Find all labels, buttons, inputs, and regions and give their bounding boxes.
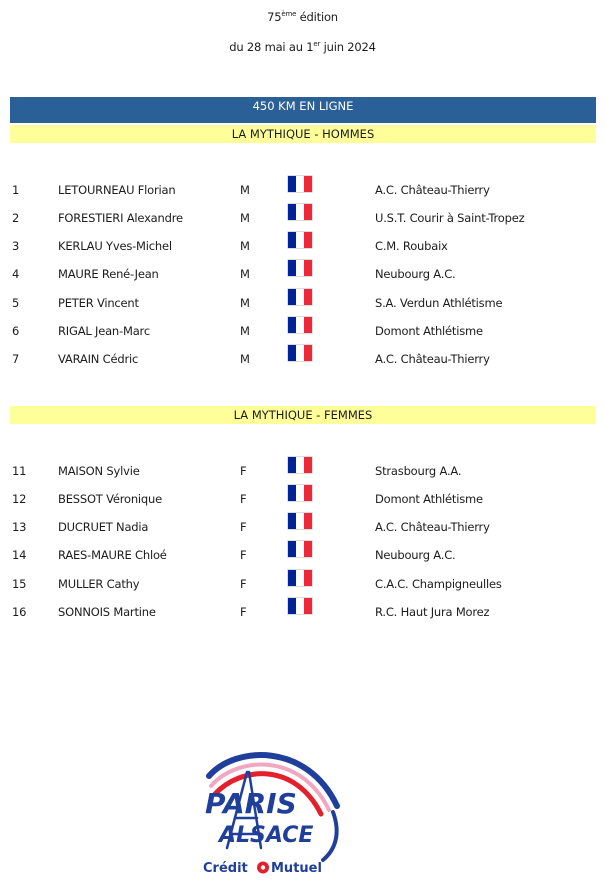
entry-sex: F [240, 576, 247, 591]
entry-name: KERLAU Yves-Michel [58, 239, 172, 254]
flag-france-icon [288, 485, 312, 501]
entry-club: A.C. Château-Thierry [375, 183, 490, 197]
entry-name: SONNOIS Martine [58, 604, 156, 619]
flag-france-icon [288, 570, 312, 586]
list-item [0, 345, 605, 373]
entry-number: 11 [12, 464, 27, 478]
entry-club: C.A.C. Champigneulles [375, 576, 502, 591]
flag-france-icon [288, 457, 312, 473]
race-title-banner: 450 KM EN LIGNE [10, 97, 596, 123]
entry-name: MAURE René-Jean [58, 267, 159, 282]
list-item [0, 485, 605, 513]
entry-sex: M [240, 323, 250, 338]
list-item [0, 457, 605, 485]
entry-club: Strasbourg A.A. [375, 464, 462, 478]
entry-sex: F [240, 604, 247, 619]
list-item [0, 260, 605, 288]
list-item [0, 570, 605, 598]
entry-sex: F [240, 520, 247, 535]
logo-line1: PARIS [205, 787, 297, 820]
entry-number: 12 [12, 492, 27, 507]
entry-sex: M [240, 351, 250, 366]
list-item [0, 204, 605, 232]
entry-sex: M [240, 183, 250, 197]
entry-name: FORESTIERI Alexandre [58, 211, 183, 226]
entry-number: 2 [12, 211, 20, 226]
entry-sex: M [240, 267, 250, 282]
edition-number: 75 [267, 10, 282, 24]
entry-club: C.M. Roubaix [375, 239, 448, 254]
entry-club: U.S.T. Courir à Saint-Tropez [375, 211, 525, 226]
flag-france-icon [288, 541, 312, 557]
dates-suffix: juin 2024 [323, 40, 376, 54]
list-item [0, 541, 605, 569]
entry-number: 7 [12, 351, 20, 366]
entry-name: MULLER Cathy [58, 576, 140, 591]
entry-name: BESSOT Véronique [58, 492, 162, 507]
list-item [0, 598, 605, 626]
list-item [0, 317, 605, 345]
flag-france-icon [288, 204, 312, 220]
flag-france-icon [288, 176, 312, 192]
entry-club: A.C. Château-Thierry [375, 520, 490, 535]
entry-club: Neubourg A.C. [375, 548, 456, 563]
section-title-femmes: LA MYTHIQUE - FEMMES [10, 406, 596, 424]
list-item [0, 513, 605, 541]
entry-sex: M [240, 295, 250, 310]
entry-number: 14 [12, 548, 27, 563]
entry-club: Domont Athlétisme [375, 323, 483, 338]
flag-france-icon [288, 260, 312, 276]
list-item [0, 289, 605, 317]
edition-word: édition [299, 10, 338, 24]
logo-sponsor-left: Crédit [203, 861, 248, 876]
flag-france-icon [288, 345, 312, 361]
entry-sex: F [240, 464, 247, 478]
flag-france-icon [288, 513, 312, 529]
edition-line [0, 10, 605, 24]
entry-club: S.A. Verdun Athlétisme [375, 295, 503, 310]
entry-number: 15 [12, 576, 27, 591]
entry-sex: M [240, 239, 250, 254]
entry-number: 3 [12, 239, 20, 254]
flag-france-icon [288, 598, 312, 614]
entry-number: 6 [12, 323, 20, 338]
entry-club: A.C. Château-Thierry [375, 351, 490, 366]
flag-france-icon [288, 232, 312, 248]
flag-france-icon [288, 317, 312, 333]
entry-name: VARAIN Cédric [58, 351, 139, 366]
dates-prefix: du 28 mai au 1 [229, 40, 314, 54]
entry-name: PETER Vincent [58, 295, 139, 310]
entry-name: RIGAL Jean-Marc [58, 323, 150, 338]
entry-sex: M [240, 211, 250, 226]
entry-name: LETOURNEAU Florian [58, 183, 176, 197]
entry-number: 13 [12, 520, 27, 535]
logo-line2: ALSACE [219, 823, 314, 848]
entry-name: RAES-MAURE Chloé [58, 548, 167, 563]
logo-sponsor-right: Mutuel [271, 861, 322, 876]
entry-club: Neubourg A.C. [375, 267, 456, 282]
list-item [0, 176, 605, 204]
entry-number: 5 [12, 295, 20, 310]
dates-line [0, 40, 605, 54]
entry-number: 1 [12, 183, 20, 197]
entry-club: R.C. Haut Jura Morez [375, 604, 490, 619]
paris-alsace-logo [195, 742, 345, 882]
credit-mutuel-icon [257, 862, 269, 874]
entry-number: 16 [12, 604, 27, 619]
list-item [0, 232, 605, 260]
entry-name: MAISON Sylvie [58, 464, 140, 478]
section-title-hommes: LA MYTHIQUE - HOMMES [10, 125, 596, 143]
entry-sex: F [240, 492, 247, 507]
entry-number: 4 [12, 267, 20, 282]
dates-sup: er [313, 40, 321, 48]
entry-name: DUCRUET Nadia [58, 520, 149, 535]
flag-france-icon [288, 289, 312, 305]
entry-club: Domont Athlétisme [375, 492, 483, 507]
entry-sex: F [240, 548, 247, 563]
edition-sup: ème [281, 10, 297, 18]
